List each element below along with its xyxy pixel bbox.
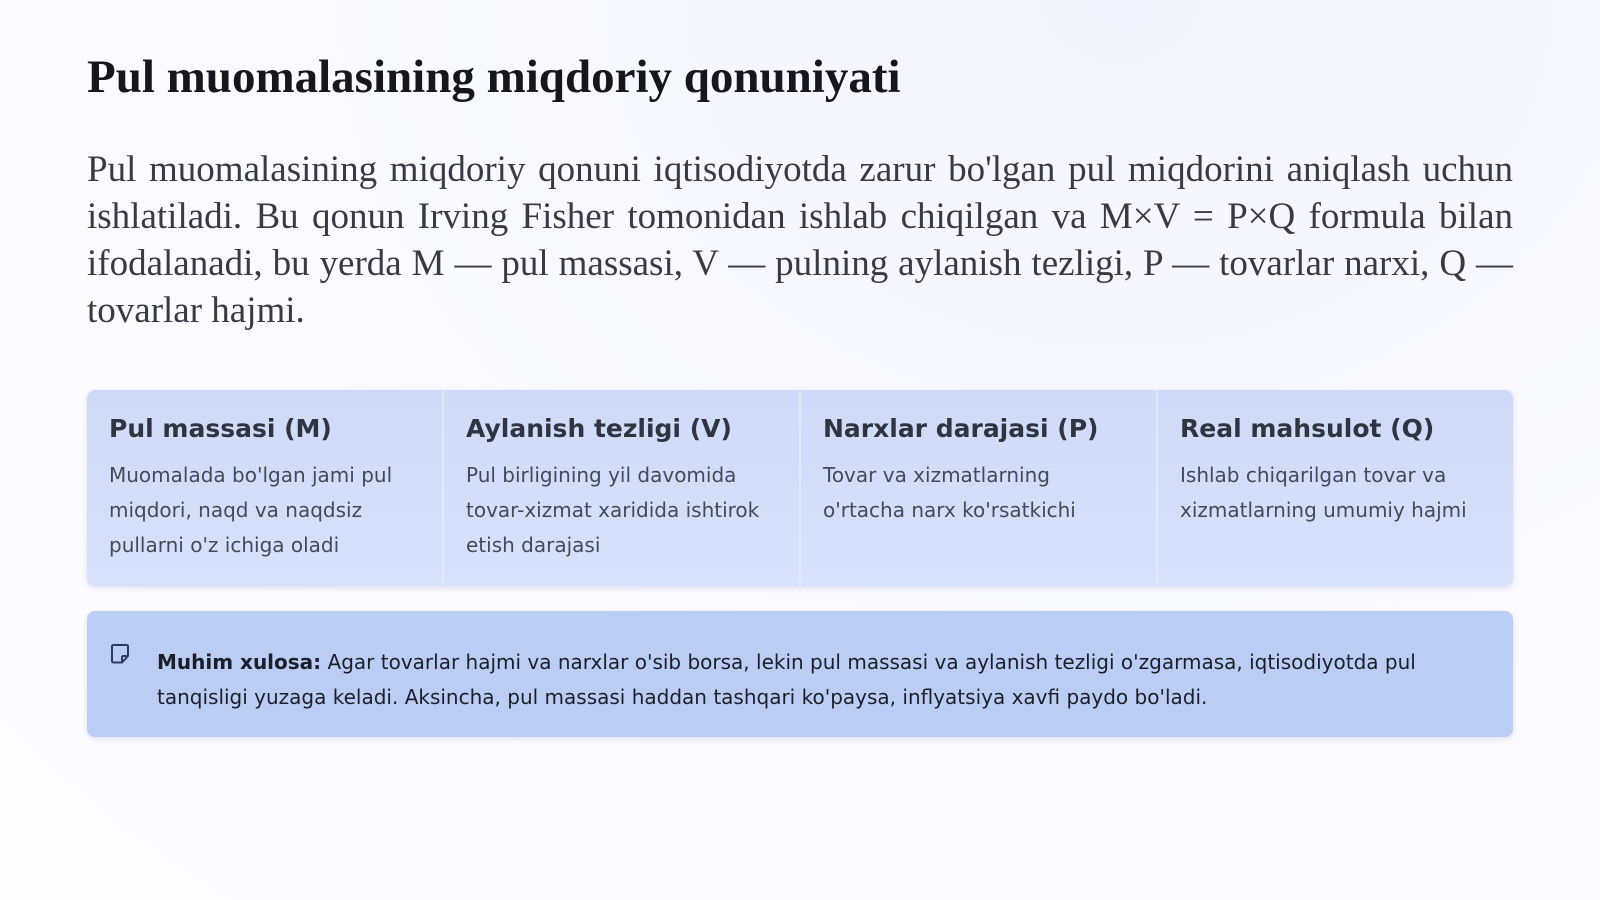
card-title: Narxlar darajasi (P) [823, 414, 1099, 443]
card-description: Muomalada bo'lgan jami pul miqdori, naqd va naqdsiz pullarni o'z ichiga oladi [109, 463, 393, 557]
card-money-supply [87, 390, 444, 586]
card-title: Real mahsulot (Q) [1180, 414, 1435, 443]
card-real-output [1158, 390, 1513, 586]
callout-label: Muhim xulosa: [157, 650, 322, 674]
card-velocity [444, 390, 801, 586]
key-conclusion-callout [87, 611, 1513, 737]
note-icon [109, 643, 131, 665]
card-description: Ishlab chiqarilgan tovar va xizmatlarning umumiy hajmi [1180, 463, 1467, 522]
callout-text [157, 645, 1473, 715]
card-title: Aylanish tezligi (V) [466, 414, 732, 443]
definition-cards [87, 390, 1513, 586]
card-description: Tovar va xizmatlarning o'rtacha narx ko'rsatkichi [823, 463, 1076, 522]
callout-body: Agar tovarlar hajmi va narxlar o'sib borsa, lekin pul massasi va aylanish tezligi o'zgarmasa, iqtisodiyotda pul tanqisligi yuzaga keladi. Aksincha, pul massasi haddan tashqari ko'paysa, inflyatsiya xavfi paydo bo'ladi. [157, 650, 1416, 709]
card-title: Pul massasi (M) [109, 414, 332, 443]
card-description: Pul birligining yil davomida tovar-xizmat xaridida ishtirok etish darajasi [466, 463, 760, 557]
card-price-level [801, 390, 1158, 586]
slide-title: Pul muomalasining miqdoriy qonuniyati [87, 51, 901, 103]
intro-paragraph: Pul muomalasining miqdoriy qonuni iqtisodiyotda zarur bo'lgan pul miqdorini aniqlash uchun ishlatiladi. Bu qonun Irving Fisher tomonidan ishlab chiqilgan va M×V = P×Q formula bilan ifodalanadi, bu yerda M — pul massasi, V — pulning aylanish tezligi, P — tovarlar narxi, Q — tovarlar hajmi. [87, 149, 1513, 331]
